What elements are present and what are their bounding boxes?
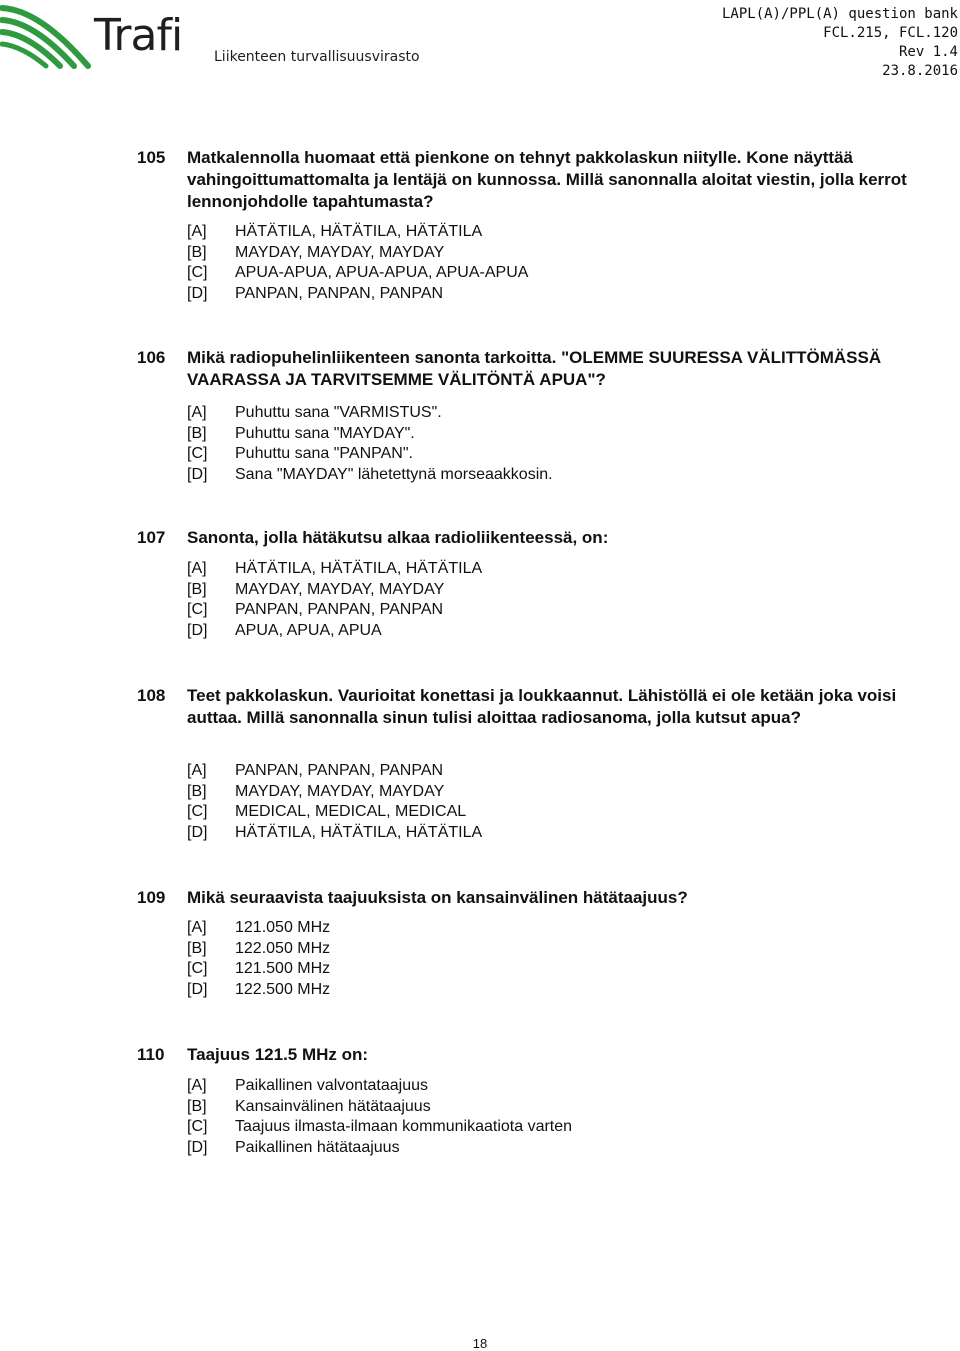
answer-option — [187, 559, 927, 580]
option-text: MAYDAY, MAYDAY, MAYDAY — [235, 782, 445, 800]
option-letter: [A] — [187, 762, 207, 779]
option-text: Paikallinen hätätaajuus — [235, 1138, 400, 1156]
answer-option — [187, 1076, 927, 1097]
option-text: Puhuttu sana "PANPAN". — [235, 445, 413, 462]
option-letter: [C] — [187, 445, 208, 462]
meta-line-date: 23.8.2016 — [882, 63, 958, 79]
option-text: PANPAN, PANPAN, PANPAN — [235, 762, 444, 779]
answer-option — [187, 959, 927, 980]
answer-options — [187, 222, 927, 304]
option-letter: [D] — [187, 823, 208, 841]
option-letter: [D] — [187, 1138, 208, 1156]
option-letter: [D] — [187, 980, 208, 998]
option-letter: [C] — [187, 264, 208, 281]
answer-option — [187, 263, 927, 284]
trafi-logo — [0, 0, 420, 100]
option-letter: [A] — [187, 1077, 207, 1094]
meta-line-revision: Rev 1.4 — [898, 44, 958, 60]
answer-option — [187, 465, 927, 486]
meta-line-bank: LAPL(A)/PPL(A) question bank — [721, 6, 958, 22]
option-text: Kansainvälinen hätätaajuus — [235, 1097, 431, 1115]
answer-option — [187, 1117, 927, 1138]
option-text: 122.500 MHz — [235, 980, 331, 998]
option-text: 122.050 MHz — [235, 939, 331, 957]
option-text: 121.050 MHz — [235, 919, 331, 936]
answer-options — [187, 761, 927, 843]
option-letter: [B] — [187, 939, 207, 957]
meta-line-fcl: FCL.215, FCL.120 — [823, 25, 958, 41]
answer-option — [187, 1138, 927, 1159]
option-text: HÄTÄTILA, HÄTÄTILA, HÄTÄTILA — [235, 223, 483, 240]
answer-option — [187, 222, 927, 243]
answer-option — [187, 243, 927, 264]
option-text: Puhuttu sana "VARMISTUS". — [235, 404, 442, 421]
answer-option — [187, 580, 927, 601]
answer-option — [187, 284, 927, 305]
question-text: Teet pakkolaskun. Vaurioitat konettasi ja loukkaannut. Lähistöllä ei ole ketään joka voisi auttaa. Millä sanonnalla sinun tulisi aloittaa radiosanoma, jolla kutsut apua? — [187, 686, 897, 727]
question-number: 110 — [137, 1045, 165, 1064]
option-letter: [C] — [187, 803, 208, 820]
option-text: Taajuus ilmasta-ilmaan kommunikaatiota varten — [235, 1118, 573, 1135]
option-text: Sana "MAYDAY" lähetettynä morseaakkosin. — [235, 465, 553, 483]
option-letter: [D] — [187, 465, 208, 483]
answer-options — [187, 918, 927, 1000]
option-text: HÄTÄTILA, HÄTÄTILA, HÄTÄTILA — [235, 560, 483, 577]
option-letter: [C] — [187, 960, 208, 977]
document-meta — [722, 5, 958, 81]
option-text: PANPAN, PANPAN, PANPAN — [235, 284, 444, 302]
option-letter: [A] — [187, 919, 207, 936]
option-text: MAYDAY, MAYDAY, MAYDAY — [235, 243, 445, 261]
answer-option — [187, 761, 927, 782]
logo-wordmark: Trafi — [94, 10, 183, 61]
answer-options — [187, 559, 927, 641]
option-letter: [B] — [187, 1097, 207, 1115]
option-text: APUA, APUA, APUA — [235, 621, 382, 639]
answer-option — [187, 802, 927, 823]
option-letter: [A] — [187, 404, 207, 421]
option-text: Paikallinen valvontataajuus — [235, 1077, 429, 1094]
question-text: Matkalennolla huomaat että pienkone on tehnyt pakkolaskun niitylle. Kone näyttää vahingoittumattomalta ja lentäjä on kunnossa. Millä sanonnalla aloitat viestin, jolla kerrot lennonjohdolle tapahtumasta? — [187, 148, 907, 211]
answer-option — [187, 823, 927, 844]
option-letter: [A] — [187, 560, 207, 577]
option-letter: [B] — [187, 580, 207, 598]
question-text: Sanonta, jolla hätäkutsu alkaa radioliikenteessä, on: — [187, 528, 609, 547]
trafi-swoosh-icon — [0, 0, 95, 70]
answer-option — [187, 600, 927, 621]
option-text: HÄTÄTILA, HÄTÄTILA, HÄTÄTILA — [235, 823, 483, 841]
question-text: Taajuus 121.5 MHz on: — [187, 1045, 369, 1064]
page-header — [0, 0, 960, 100]
answer-option — [187, 939, 927, 960]
question-number: 108 — [137, 686, 166, 705]
question-text: Mikä seuraavista taajuuksista on kansainvälinen hätätaajuus? — [187, 888, 688, 907]
answer-option — [187, 424, 927, 445]
answer-option — [187, 980, 927, 1001]
option-text: Puhuttu sana "MAYDAY". — [235, 424, 415, 442]
question-number: 106 — [137, 348, 166, 367]
option-letter: [C] — [187, 1118, 208, 1135]
option-letter: [B] — [187, 782, 207, 800]
option-letter: [B] — [187, 424, 207, 442]
answer-options — [187, 403, 927, 485]
answer-option — [187, 403, 927, 424]
answer-option — [187, 1097, 927, 1118]
page-number: 18 — [472, 1336, 488, 1351]
answer-option — [187, 621, 927, 642]
answer-option — [187, 782, 927, 803]
question-number: 109 — [137, 888, 166, 907]
question-number: 107 — [137, 528, 166, 547]
option-text: MAYDAY, MAYDAY, MAYDAY — [235, 580, 445, 598]
option-text: 121.500 MHz — [235, 960, 331, 977]
question-number: 105 — [137, 148, 166, 167]
answer-option — [187, 918, 927, 939]
option-letter: [C] — [187, 601, 208, 618]
answer-options — [187, 1076, 927, 1158]
logo-subtitle: Liikenteen turvallisuusvirasto — [214, 49, 420, 65]
option-text: PANPAN, PANPAN, PANPAN — [235, 601, 444, 618]
option-letter: [A] — [187, 223, 207, 240]
option-letter: [D] — [187, 621, 208, 639]
answer-option — [187, 444, 927, 465]
option-text: MEDICAL, MEDICAL, MEDICAL — [235, 803, 467, 820]
option-letter: [D] — [187, 284, 208, 302]
option-text: APUA-APUA, APUA-APUA, APUA-APUA — [235, 264, 529, 281]
option-letter: [B] — [187, 243, 207, 261]
question-text: Mikä radiopuhelinliikenteen sanonta tarkoitta. "OLEMME SUURESSA VÄLITTÖMÄSSÄ VAARASSA JA TARVITSEMME VÄLITÖNTÄ APUA"? — [187, 348, 882, 389]
